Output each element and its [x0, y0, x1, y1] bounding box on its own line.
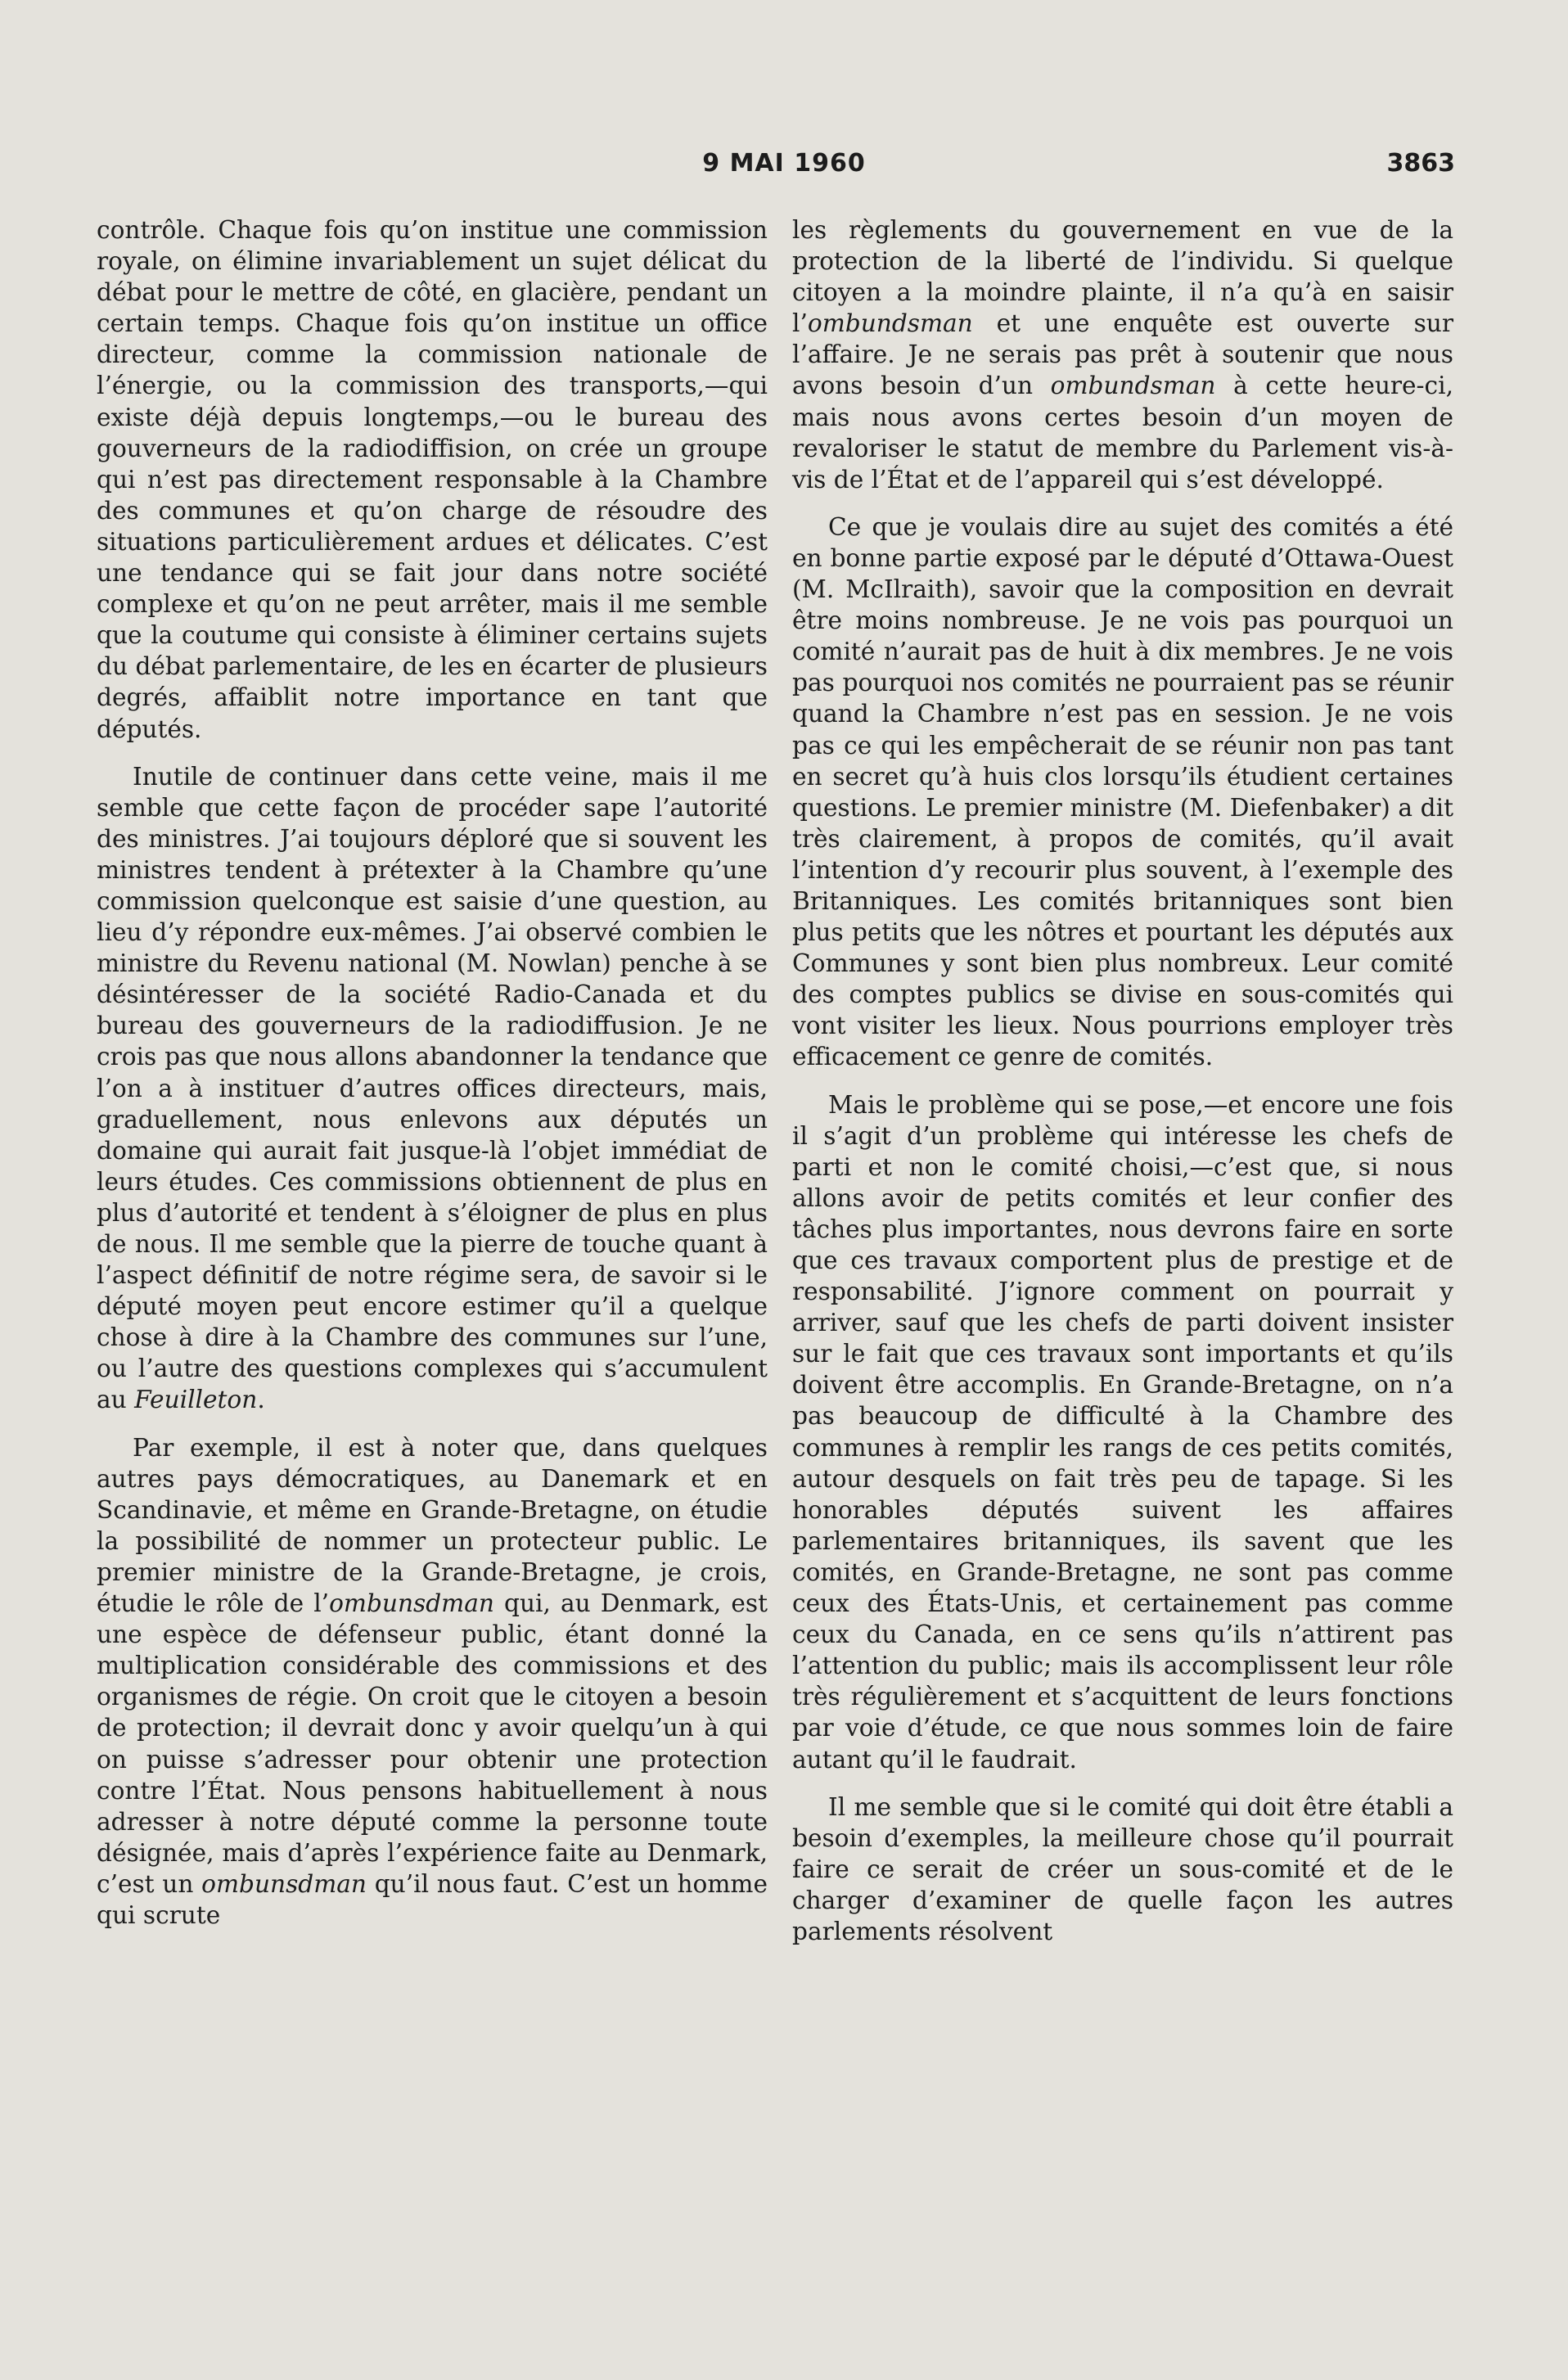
- left-paragraph-2: [97, 761, 768, 1416]
- ombunsdman-italic-2: ombunsdman: [201, 1869, 367, 1898]
- right-paragraph-1-part-c: à cette heure-ci, mais nous avons certes besoin d’un moyen de revaloriser le statut de membre du Parlement vis-à-vis de l’État et de l’appareil qui s’est développé.: [792, 372, 1453, 494]
- right-paragraph-4: Il me semble que si le comité qui doit être établi a besoin d’exemples, la meilleure chose qu’il pourrait faire ce serait de créer un sous-comité et de le charger d’examiner de quelle façon les autres parlements résolvent: [792, 1792, 1453, 1945]
- left-paragraph-2-text: Inutile de continuer dans cette veine, mais il me semble que cette façon de procéder sape l’autorité des ministres. J’ai toujours déploré que si souvent les ministres tendent à prétexter à la Chambre qu’une commission quelconque est saisie d’une question, au lieu d’y répondre eux-mêmes. J’ai observé combien le ministre du Revenu national (M. Nowlan) penche à se désintéresser de la société Radio-Canada et du bureau des gouverneurs de la radiodiffusion. Je ne crois pas que nous allons abandonner la tendance que l’on a à instituer d’autres offices directeurs, mais, graduellement, nous enlevons aux députés un domaine qui aurait fait jusque-là l’objet immédiat de leurs études. Ces commissions obtiennent de plus en plus d’autorité et tendent à s’éloigner de plus en plus de nous. Il me semble que la pierre de touche quant à l’aspect définitif de notre régime sera, de savoir si le député moyen peut encore estimer qu’il a quelque chose à dire à la Chambre des communes sur l’une, ou l’autre des questions complexes qui s’accumulent au: [97, 762, 768, 1414]
- left-paragraph-1: contrôle. Chaque fois qu’on institue une commission royale, on élimine invariablement un sujet délicat du débat pour le mettre de côté, en glacière, pendant un certain temps. Chaque fois qu’on institue un office directeur, comme la commission nationale de l’énergie, ou la commission des transports,—qui existe déjà depuis longtemps,—ou le bureau des gouverneurs de la radiodiffision, on crée un groupe qui n’est pas directement responsable à la Chambre des communes et qu’on charge de résoudre des situations particulièrement ardues et délicates. C’est une tendance qui se fait jour dans notre société complexe et qu’on ne peut arrêter, mais il me semble que la coutume qui consiste à éliminer certains sujets du débat parlementaire, de les en écarter de plusieurs degrés, affaiblit notre importance en tant que députés.: [97, 216, 768, 743]
- page-number: 3863: [1386, 149, 1455, 178]
- left-paragraph-2-end: .: [257, 1386, 265, 1414]
- right-paragraph-1-part-b: et une enquête est ouverte sur l’affaire. Je ne serais pas prêt à soutenir que nous avons besoin d’un: [792, 309, 1453, 400]
- left-paragraph-3-part-c: qu’il nous faut. C’est un homme qui scrute: [97, 1869, 768, 1929]
- ombunsdman-italic-1: ombunsdman: [329, 1589, 494, 1618]
- right-paragraph-1-part-a: les règlements du gouvernement en vue de la protection de la liberté de l’individu. Si quelque citoyen a la moindre plainte, il n’a qu’à en saisir l’: [792, 216, 1453, 338]
- header-date: 9 MAI 1960: [702, 149, 866, 178]
- left-paragraph-3: [97, 1432, 768, 1931]
- right-column: [792, 214, 1453, 1947]
- left-paragraph-3-part-b: qui, au Denmark, est une espèce de défenseur public, étant donné la multiplication considérable des commissions et des organismes de régie. On croit que le citoyen a besoin de protection; il devrait donc y avoir quelqu’un à qui on puisse s’adresser pour obtenir une protection contre l’État. Nous pensons habituellement à nous adresser à notre député comme la personne toute désignée, mais d’après l’expérience faite au Denmark, c’est un: [97, 1589, 768, 1898]
- right-paragraph-2: Ce que je voulais dire au sujet des comités a été en bonne partie exposé par le député d’Ottawa-Ouest (M. McIlraith), savoir que la composition en devrait être moins nombreuse. Je ne vois pas pourquoi un comité n’aurait pas de huit à dix membres. Je ne vois pas pourquoi nos comités ne pourraient pas se réunir quand la Chambre n’est pas en session. Je ne vois pas ce qui les empêcherait de se réunir non pas tant en secret qu’à huis clos lorsqu’ils étudient certaines questions. Le premier ministre (M. Diefenbaker) a dit très clairement, à propos de comités, qu’il avait l’intention d’y recourir plus souvent, à l’exemple des Britanniques. Les comités britanniques sont bien plus petits que les nôtres et pourtant les députés aux Communes y sont bien plus nombreux. Leur comité des comptes publics se divise en sous-comités qui vont visiter les lieux. Nous pourrions employer très efficacement ce genre de comités.: [792, 512, 1453, 1071]
- ombundsman-italic-2: ombundsman: [1050, 372, 1216, 400]
- feuilleton-italic: Feuilleton: [134, 1386, 258, 1414]
- left-column: [97, 214, 768, 1931]
- right-paragraph-1: [792, 214, 1453, 495]
- running-head: [0, 149, 1568, 190]
- left-paragraph-3-part-a: Par exemple, il est à noter que, dans quelques autres pays démocratiques, au Danemark et en Scandinavie, et même en Grande-Bretagne, on étudie la possibilité de nommer un protecteur public. Le premier ministre de la Grande-Bretagne, je crois, étudie le rôle de l’: [97, 1433, 768, 1618]
- ombundsman-italic-1: ombundsman: [807, 309, 973, 338]
- right-paragraph-3: Mais le problème qui se pose,—et encore une fois il s’agit d’un problème qui intéresse les chefs de parti et non le comité choisi,—c’est que, si nous allons avoir de petits comités et leur confier des tâches plus importantes, nous devrons faire en sorte que ces travaux comportent plus de prestige et de responsabilité. J’ignore comment on pourrait y arriver, sauf que les chefs de parti doivent insister sur le fait que ces travaux sont importants et qu’ils doivent être accomplis. En Grande-Bretagne, on n’a pas beaucoup de difficulté à la Chambre des communes à remplir les rangs de ces petits comités, autour desquels on fait très peu de tapage. Si les honorables députés suivent les affaires parlementaires britanniques, ils savent que les comités, en Grande-Bretagne, ne sont pas comme ceux des États-Unis, et certainement pas comme ceux du Canada, en ce sens qu’ils n’attirent pas l’attention du public; mais ils accomplissent leur rôle très régulièrement et s’acquittent de leurs fonctions par voie d’étude, ce que nous sommes loin de faire autant qu’il le faudrait.: [792, 1090, 1453, 1774]
